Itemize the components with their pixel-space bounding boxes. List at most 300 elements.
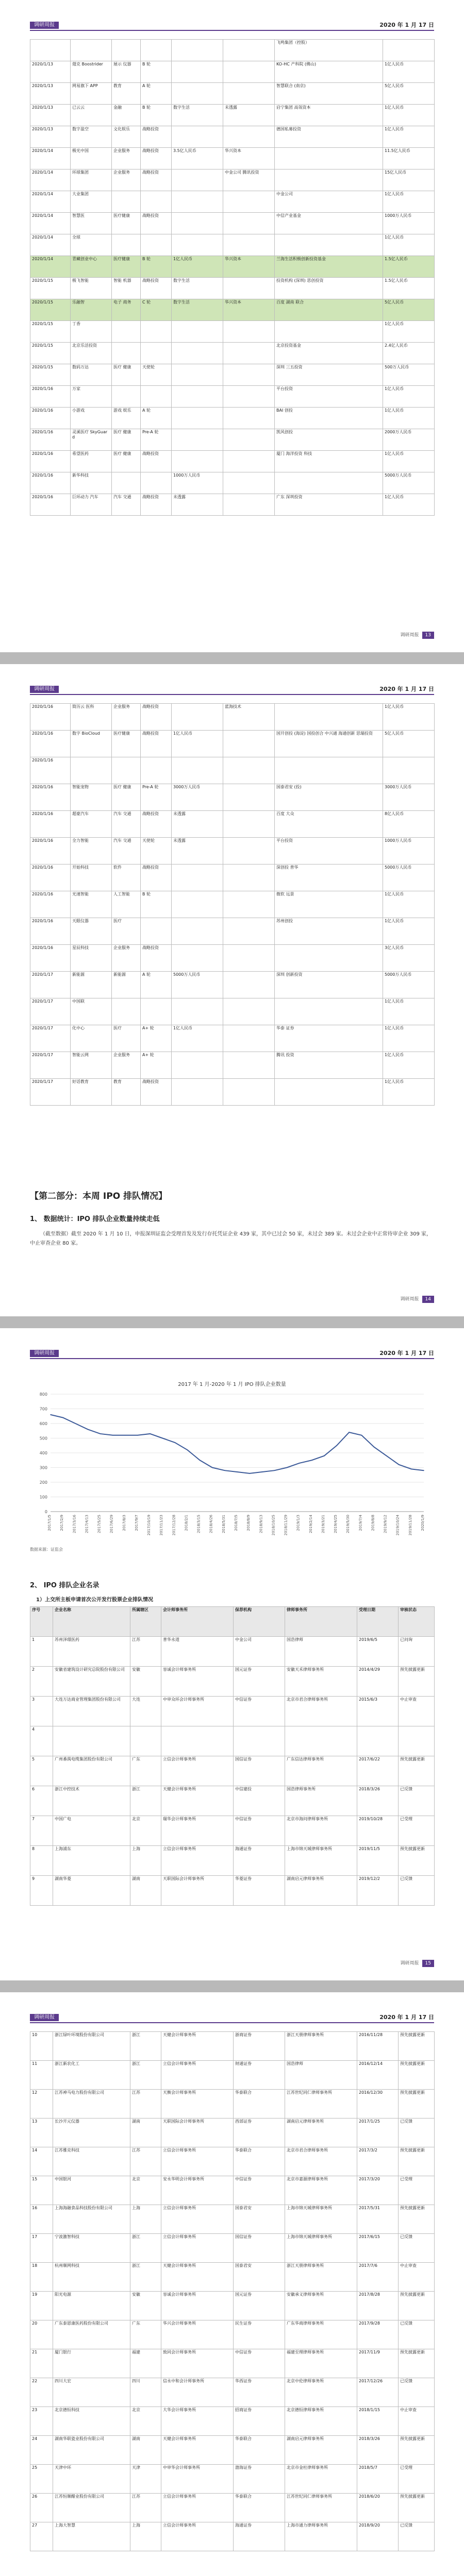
table-cell: 金融 xyxy=(112,105,141,126)
table-cell: 中信证券 xyxy=(234,1816,285,1846)
table-cell: A 轮 xyxy=(141,83,172,105)
table-cell: 预先披露更新 xyxy=(399,1756,435,1786)
table-row xyxy=(30,364,435,386)
data-point xyxy=(336,1445,337,1446)
table-cell: 极飞智能 xyxy=(71,278,112,299)
table-cell: 5000万人民币 xyxy=(172,972,223,998)
table-row xyxy=(30,2119,435,2147)
table-cell xyxy=(275,148,383,170)
table-cell: 百度 大众 xyxy=(275,811,383,838)
table-cell: 2020/1/17 xyxy=(30,998,71,1025)
table-cell: 苏州泽璟医药 xyxy=(53,1637,130,1667)
table-cell: 18 xyxy=(30,2263,53,2292)
table-cell: 2018/6/20 xyxy=(357,2494,399,2522)
table-cell xyxy=(172,998,223,1025)
table-cell: 战略投资 xyxy=(141,811,172,838)
table-cell: 未透露 xyxy=(172,838,223,865)
table-cell: 湖南华联瓷业股份有限公司 xyxy=(53,2436,130,2465)
table-cell: 环球集团 xyxy=(71,170,112,191)
table-cell: 瑞华会计师事务所 xyxy=(161,1816,234,1846)
table-cell: 5亿人民币 xyxy=(383,83,435,105)
table-cell: 2017/9/28 xyxy=(357,2320,399,2349)
table-cell: 福建至理律师事务所 xyxy=(285,2349,357,2378)
table-cell: 数字生活 xyxy=(172,278,223,299)
table-cell: 天健会计师事务所 xyxy=(161,2032,234,2061)
table-cell: 2019/12/2 xyxy=(357,1876,399,1906)
table-cell: 上海 xyxy=(130,2205,161,2234)
data-point xyxy=(137,1435,138,1436)
table-row xyxy=(30,2522,435,2551)
table-cell: 北京投资基金 xyxy=(275,343,383,364)
data-point xyxy=(361,1435,362,1436)
table-cell: 2020/1/16 xyxy=(30,891,71,918)
table-row xyxy=(30,1667,435,1697)
table-cell: 17 xyxy=(30,2234,53,2263)
table-cell: 序号 xyxy=(30,1607,53,1637)
data-point xyxy=(287,1467,288,1468)
table-cell: 深圳 创新投资 xyxy=(275,972,383,998)
x-tick-label: 2017/3/16 xyxy=(72,1515,77,1533)
data-point xyxy=(125,1435,126,1436)
table-cell: 北京市海问律师事务所 xyxy=(285,1816,357,1846)
table-cell: 上海大智慧 xyxy=(53,2522,130,2551)
table-cell xyxy=(383,757,435,784)
page-number: 14 xyxy=(422,1296,434,1303)
ipo-queue-chart xyxy=(30,1389,434,1544)
table-cell: 广东泰恩康医药股份有限公司 xyxy=(53,2320,130,2349)
table-cell: 2016/11/28 xyxy=(357,2032,399,2061)
table-cell: 国信证券 xyxy=(234,2234,285,2263)
table-cell: 保荐机构 xyxy=(234,1607,285,1637)
table-row xyxy=(30,1637,435,1667)
table-cell xyxy=(172,321,223,343)
table-cell: 江苏世纪同仁律师事务所 xyxy=(285,2494,357,2522)
table-cell: 2019/11/5 xyxy=(357,1846,399,1876)
x-tick-label: 2020/1/9 xyxy=(421,1515,425,1531)
table-cell: 北京市金杜律师事务所 xyxy=(285,2465,357,2494)
table-cell: 2017/8/28 xyxy=(357,2292,399,2320)
table-cell: 22 xyxy=(30,2378,53,2407)
table-row xyxy=(30,234,435,256)
table-cell xyxy=(71,40,112,61)
table-row xyxy=(30,256,435,278)
table-cell xyxy=(141,191,172,213)
table-cell: 华泰联合 xyxy=(234,2090,285,2119)
financing-table-cont xyxy=(30,703,435,1106)
table-cell xyxy=(172,757,223,784)
table-cell xyxy=(275,472,383,494)
table-cell: 2017/1/25 xyxy=(357,2119,399,2147)
table-cell: 1000万人民币 xyxy=(383,213,435,234)
x-tick-label: 2019/1/3 xyxy=(296,1515,301,1531)
table-cell: 1亿人民币 xyxy=(172,256,223,278)
table-cell: 华泰联合 xyxy=(234,2436,285,2465)
table-cell: 德国私募投资 xyxy=(275,126,383,148)
table-cell: 已受理 xyxy=(399,1816,435,1846)
table-cell: 战略投资 xyxy=(141,148,172,170)
table-cell: 14 xyxy=(30,2147,53,2176)
table-cell: 百度 湖南 联合 xyxy=(275,299,383,321)
table-cell: 2019/10/28 xyxy=(357,1816,399,1846)
table-cell: 2020/1/14 xyxy=(30,213,71,234)
table-cell xyxy=(112,321,141,343)
table-row xyxy=(30,2205,435,2234)
table-cell: 中信产业基金 xyxy=(275,213,383,234)
table-cell: 新能源 xyxy=(112,972,141,998)
table-cell: 容诚会计师事务所 xyxy=(161,2292,234,2320)
table-row xyxy=(30,811,435,838)
data-point xyxy=(249,1473,250,1474)
table-row xyxy=(30,2263,435,2292)
table-cell xyxy=(223,891,275,918)
table-cell xyxy=(172,213,223,234)
page-15 xyxy=(0,1328,464,1980)
table-cell xyxy=(53,1726,130,1756)
table-cell: 立信会计师事务所 xyxy=(161,2061,234,2090)
table-cell xyxy=(223,731,275,757)
table-cell: 浙江 xyxy=(130,2032,161,2061)
table-cell: 平台投资 xyxy=(275,838,383,865)
table-cell: 浙江 xyxy=(130,2234,161,2263)
table-cell: 12 xyxy=(30,2090,53,2119)
table-cell xyxy=(161,1726,234,1756)
table-cell: 湖南启元律师事务所 xyxy=(285,1876,357,1906)
table-cell: 医疗 健康 xyxy=(112,364,141,386)
table-cell: 新能源 xyxy=(71,972,112,998)
table-cell: 苏州创投 xyxy=(275,918,383,945)
table-cell: 企业名称 xyxy=(53,1607,130,1637)
table-cell: 战略投资 xyxy=(141,945,172,972)
table-row xyxy=(30,2436,435,2465)
table-cell: 2020/1/16 xyxy=(30,918,71,945)
table-cell: 战略投资 xyxy=(141,704,172,731)
table-cell xyxy=(112,757,141,784)
table-row xyxy=(30,704,435,731)
table-cell xyxy=(141,343,172,364)
table-cell: 中国广电 xyxy=(53,1816,130,1846)
table-cell xyxy=(223,408,275,429)
table-cell xyxy=(223,321,275,343)
table-cell: 19 xyxy=(30,2292,53,2320)
page-header xyxy=(30,1350,434,1359)
page-footer xyxy=(401,1960,434,1967)
table-cell xyxy=(223,213,275,234)
table-cell: 已云云 xyxy=(71,105,112,126)
table-cell: 立信会计师事务所 xyxy=(161,1756,234,1786)
table-cell xyxy=(172,704,223,731)
table-cell xyxy=(223,451,275,472)
x-tick-label: 2019/5/30 xyxy=(346,1515,351,1533)
table-row xyxy=(30,1876,435,1906)
table-row xyxy=(30,343,435,364)
table-cell: 游戏 娱乐 xyxy=(112,408,141,429)
table-cell: 企业服务 xyxy=(112,170,141,191)
table-cell: 天健会计师事务所 xyxy=(161,2436,234,2465)
table-cell: 2020/1/17 xyxy=(30,972,71,998)
table-cell: 广东 深圳投资 xyxy=(275,494,383,516)
data-point xyxy=(212,1467,213,1468)
data-point xyxy=(237,1471,238,1472)
table-cell: 丁香 xyxy=(71,321,112,343)
table-cell: 国泰君安 (投) xyxy=(275,784,383,811)
table-cell: 浙商证券 xyxy=(234,2032,285,2061)
table-cell: 天健会计师事务所 xyxy=(161,2263,234,2292)
table-cell: 2020/1/16 xyxy=(30,472,71,494)
table-cell xyxy=(112,40,141,61)
table-cell xyxy=(112,386,141,408)
table-cell: 安徽承义律师事务所 xyxy=(285,2292,357,2320)
x-tick-label: 2018/4/26 xyxy=(209,1515,213,1533)
table-cell: 极光中国 xyxy=(71,148,112,170)
table-cell: 4 xyxy=(30,1726,53,1756)
x-tick-label: 2019/9/12 xyxy=(383,1515,388,1533)
table-cell: 青藏创业中心 xyxy=(71,256,112,278)
table-header-row xyxy=(30,1607,435,1637)
table-cell: 中金公司 xyxy=(234,1637,285,1667)
table-cell xyxy=(275,704,383,731)
table-cell: 2020/1/16 xyxy=(30,757,71,784)
x-tick-label: 2019/3/21 xyxy=(321,1515,325,1533)
table-cell: 大连万达商业管理集团股份有限公司 xyxy=(53,1697,130,1726)
table-cell: 2020/1/16 xyxy=(30,784,71,811)
table-cell xyxy=(130,1726,161,1756)
table-cell: 浙江 xyxy=(130,2061,161,2090)
table-cell: 3000万人民币 xyxy=(172,784,223,811)
table-row xyxy=(30,2494,435,2522)
table-cell: 厦门 海洋投资 科技 xyxy=(275,451,383,472)
table-cell: 企业服务 xyxy=(112,704,141,731)
x-tick-label: 2018/7/5 xyxy=(234,1515,238,1531)
table-row xyxy=(30,408,435,429)
table-cell xyxy=(223,1079,275,1106)
table-row xyxy=(30,891,435,918)
table-cell xyxy=(223,61,275,83)
table-row xyxy=(30,278,435,299)
table-cell: 四川大宏 xyxy=(53,2378,130,2407)
table-cell: 上海浦东 xyxy=(53,1846,130,1876)
table-cell: 中信证券 xyxy=(234,2176,285,2205)
table-row xyxy=(30,105,435,126)
table-cell: 9 xyxy=(30,1876,53,1906)
table-cell: 浙江中控技术 xyxy=(53,1786,130,1816)
table-cell xyxy=(399,1726,435,1756)
table-cell: 中信建投 xyxy=(234,1786,285,1816)
table-cell: 海通证券 xyxy=(234,2522,285,2551)
data-point xyxy=(311,1460,312,1461)
table-cell: 电子 商务 xyxy=(112,299,141,321)
table-cell: 华兴会计师事务所 xyxy=(161,2320,234,2349)
table-cell: 国元证券 xyxy=(234,2292,285,2320)
y-tick-label: 0 xyxy=(44,1510,47,1514)
table-cell: 1亿人民币 xyxy=(383,1079,435,1106)
x-tick-label: 2018/5/31 xyxy=(221,1515,226,1533)
footer-text: 调研周报 xyxy=(400,633,419,638)
data-point xyxy=(261,1471,262,1472)
table-cell: 2.4亿人民币 xyxy=(383,343,435,364)
table-cell: 23 xyxy=(30,2407,53,2436)
data-point xyxy=(374,1447,375,1448)
table-cell: 厦门银行 xyxy=(53,2349,130,2378)
table-cell: 2020/1/16 xyxy=(30,704,71,731)
table-cell: 上海 xyxy=(130,2522,161,2551)
table-cell: 大业集团 xyxy=(71,191,112,213)
table-row xyxy=(30,998,435,1025)
x-tick-label: 2017/11/23 xyxy=(159,1515,164,1536)
table-cell: 中审众环会计师事务所 xyxy=(161,1697,234,1726)
x-tick-label: 2019/8/8 xyxy=(371,1515,375,1531)
table-cell: 展示 仪器 xyxy=(112,61,141,83)
table-cell: 北京市君合律师事务所 xyxy=(285,2147,357,2176)
table-cell: 1亿人民币 xyxy=(383,191,435,213)
table-row xyxy=(30,451,435,472)
table-cell: 广东信达律师事务所 xyxy=(285,1756,357,1786)
table-row xyxy=(30,2032,435,2061)
table-cell: 北京乐活投资 xyxy=(71,343,112,364)
table-cell xyxy=(141,998,172,1025)
x-tick-label: 2018/3/15 xyxy=(196,1515,201,1533)
table-cell xyxy=(141,40,172,61)
table-cell: 已反馈 xyxy=(399,1876,435,1906)
table-cell: 15亿人民币 xyxy=(383,170,435,191)
ipo-queue-table xyxy=(30,1606,435,1906)
table-cell: 7 xyxy=(30,1816,53,1846)
table-cell xyxy=(141,918,172,945)
table-cell xyxy=(172,170,223,191)
table-cell xyxy=(223,234,275,256)
table-row xyxy=(30,321,435,343)
x-tick-label: 2018/2/1 xyxy=(184,1515,189,1531)
table-cell: 湖南启元律师事务所 xyxy=(285,2119,357,2147)
header-date: 2020 年 1 月 17 日 xyxy=(379,1350,434,1357)
table-cell: 国浩律师 xyxy=(285,2061,357,2090)
table-cell: 2020/1/16 xyxy=(30,865,71,891)
table-row xyxy=(30,1846,435,1876)
table-cell: 四川 xyxy=(130,2378,161,2407)
table-cell: 立信会计师事务所 xyxy=(161,2494,234,2522)
table-cell: 战略投资 xyxy=(141,278,172,299)
table-cell: 1.5亿人民币 xyxy=(383,256,435,278)
data-point xyxy=(274,1470,275,1471)
table-cell: 医疗 xyxy=(112,1025,141,1052)
table-row xyxy=(30,784,435,811)
table-cell xyxy=(285,1726,357,1756)
table-cell: 智能 机器 xyxy=(112,278,141,299)
table-cell: 宁波激智科技 xyxy=(53,2234,130,2263)
table-cell: 11 xyxy=(30,2061,53,2090)
table-row xyxy=(30,2061,435,2090)
table-cell: 5亿人民币 xyxy=(383,299,435,321)
table-cell: 15 xyxy=(30,2176,53,2205)
table-cell: 智能宠物 xyxy=(71,784,112,811)
table-cell: 1 xyxy=(30,1637,53,1667)
table-cell: 上海市锦天城律师事务所 xyxy=(285,2205,357,2234)
table-cell: 中金公司 xyxy=(275,191,383,213)
table-cell: 湖南启元律师事务所 xyxy=(285,2436,357,2465)
table-cell: 2020/1/13 xyxy=(30,105,71,126)
table-cell xyxy=(223,945,275,972)
table-cell: 未透露 xyxy=(172,494,223,516)
table-cell: 2018/3/26 xyxy=(357,2436,399,2465)
table-cell: 8 xyxy=(30,1846,53,1876)
table-row xyxy=(30,2176,435,2205)
table-cell: 希望医药 xyxy=(71,451,112,472)
part2-para: （截至数据）截至 2020 年 1 月 10 日，申报深圳证监会受理首发及发行存托凭证企业 439 家，其中已过会 50 家，未过会 389 家。未过会企业中正常待审企业 309 家，中止审查企业 80 家。 xyxy=(30,1231,432,1246)
table-cell: 已受理 xyxy=(399,2176,435,2205)
financing-table xyxy=(30,39,435,516)
data-point xyxy=(100,1433,101,1434)
table-row xyxy=(30,386,435,408)
page-14 xyxy=(0,664,464,1316)
table-cell: 兰海生活积极创新投资基金 xyxy=(275,256,383,278)
table-row xyxy=(30,1079,435,1106)
x-tick-label: 2018/10/25 xyxy=(271,1515,276,1536)
table-cell: 2020/1/16 xyxy=(30,386,71,408)
table-cell: 24 xyxy=(30,2436,53,2465)
table-cell xyxy=(223,126,275,148)
table-cell: 预先披露更新 xyxy=(399,2205,435,2234)
table-cell: 战略投资 xyxy=(141,731,172,757)
table-row xyxy=(30,2378,435,2407)
table-cell: 智能云网 xyxy=(71,1052,112,1079)
x-tick-label: 2017/2/9 xyxy=(60,1515,64,1531)
table-cell: 普华永道 xyxy=(161,1637,234,1667)
table-cell: 天健会计师事务所 xyxy=(161,1786,234,1816)
table-cell: 医疗 xyxy=(112,918,141,945)
table-cell: 6 xyxy=(30,1786,53,1816)
table-cell: 汽车 交通 xyxy=(112,811,141,838)
table-cell: 2017/3/2 xyxy=(357,2147,399,2176)
table-cell: 好话教育 xyxy=(71,1079,112,1106)
table-cell: 上海市锦天城律师事务所 xyxy=(285,2234,357,2263)
table-cell: 2020/1/17 xyxy=(30,1079,71,1106)
table-cell: 1亿人民币 xyxy=(383,891,435,918)
part2-title: 【第二部分：本周 IPO 排队情况】 xyxy=(30,1191,168,1201)
data-point xyxy=(187,1450,188,1451)
table-cell: 战略投资 xyxy=(141,126,172,148)
table-cell: Pre-A 轮 xyxy=(141,784,172,811)
y-tick-label: 200 xyxy=(39,1480,47,1485)
y-tick-label: 400 xyxy=(39,1451,47,1455)
footer-text: 调研周报 xyxy=(400,1961,419,1966)
page-number: 15 xyxy=(422,1960,434,1967)
table-cell: A+ 轮 xyxy=(141,1025,172,1052)
table-row xyxy=(30,429,435,451)
data-point xyxy=(112,1435,113,1436)
table-cell: 医疗 健康 xyxy=(112,451,141,472)
table-cell: 战略投资 xyxy=(141,1079,172,1106)
table-cell: 浙江天册律师事务所 xyxy=(285,2032,357,2061)
table-cell: 深创投 普华 xyxy=(275,865,383,891)
table-cell: 预先披露更新 xyxy=(399,1846,435,1876)
table-cell xyxy=(223,972,275,998)
table-cell: 教育 xyxy=(112,83,141,105)
table-cell: 2020/1/14 xyxy=(30,256,71,278)
table-cell: 开始科技 xyxy=(71,865,112,891)
table-cell xyxy=(223,811,275,838)
page-13 xyxy=(0,0,464,652)
table-cell: 2020/1/15 xyxy=(30,364,71,386)
table-cell: 1亿人民币 xyxy=(383,494,435,516)
table-cell: 2020/1/15 xyxy=(30,343,71,364)
table-row xyxy=(30,1052,435,1079)
chart-source: 数据来源：证监会 xyxy=(30,1547,63,1552)
data-point xyxy=(62,1417,63,1418)
table-cell: 2020/1/16 xyxy=(30,731,71,757)
table-cell xyxy=(172,191,223,213)
chart-title: 2017 年 1 月-2020 年 1 月 IPO 排队企业数量 xyxy=(178,1382,286,1387)
table-cell: 中止审查 xyxy=(399,1697,435,1726)
table-cell: 5 xyxy=(30,1756,53,1786)
